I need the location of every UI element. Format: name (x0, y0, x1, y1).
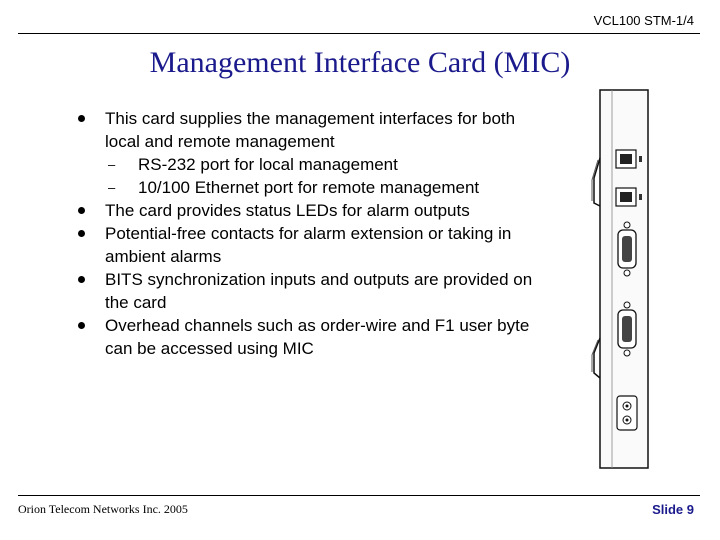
slide-number: Slide 9 (652, 502, 694, 517)
bullet-item (78, 314, 548, 360)
document-title: VCL100 STM-1/4 (593, 13, 694, 28)
dash-icon: – (108, 157, 116, 172)
bullet-text: Overhead channels such as order-wire and F1 user byte can be accessed using MIC (105, 316, 530, 358)
dash-icon: – (108, 180, 116, 195)
sub-bullet-text: RS-232 port for local management (138, 155, 398, 174)
bullet-icon (78, 207, 85, 214)
footer-company: Orion Telecom Networks Inc. 2005 (18, 502, 188, 516)
bullet-icon (78, 115, 85, 122)
bullet-item (78, 199, 548, 222)
bullet-list (78, 107, 548, 360)
bullet-text: The card provides status LEDs for alarm outputs (105, 201, 470, 220)
bullet-icon (78, 322, 85, 329)
bullet-item (78, 107, 548, 153)
bullet-item (78, 268, 548, 314)
bullet-text: This card supplies the management interfaces for both local and remote management (105, 109, 516, 151)
sub-bullet-text: 10/100 Ethernet port for remote management (138, 178, 480, 197)
bullet-icon (78, 230, 85, 237)
footer-divider (18, 495, 700, 496)
sub-bullet-item (78, 153, 548, 176)
mic-card-illustration (588, 88, 660, 470)
header-divider (18, 33, 700, 34)
bullet-item (78, 222, 548, 268)
bullet-text: BITS synchronization inputs and outputs are provided on the card (105, 270, 533, 312)
slide-title: Management Interface Card (MIC) (149, 46, 571, 79)
bullet-icon (78, 276, 85, 283)
bullet-text: Potential-free contacts for alarm extension or taking in ambient alarms (105, 224, 512, 266)
sub-bullet-item (78, 176, 548, 199)
